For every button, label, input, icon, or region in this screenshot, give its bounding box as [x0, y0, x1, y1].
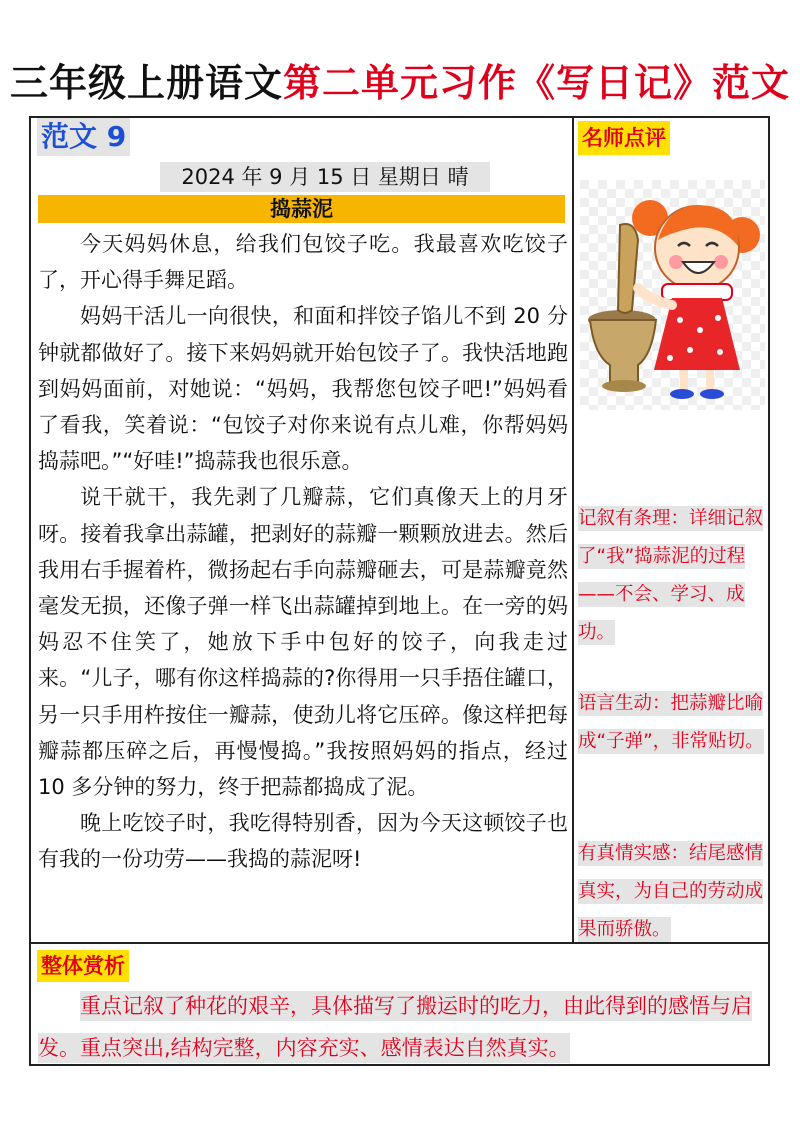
essay-paragraph: 晚上吃饺子时，我吃得特别香，因为今天这顿饺子也有我的一份功劳——我捣的蒜泥呀!: [38, 811, 568, 872]
overall-analysis: [38, 985, 763, 1069]
teacher-comment-label: 名师点评: [578, 121, 670, 155]
comment-text: 语言生动：把蒜瓣比喻成“子弹”，非常贴切。: [578, 693, 764, 752]
comment-item: [578, 500, 764, 652]
essay-paragraph: 说干就干，我先剥了几瓣蒜，它们真像天上的月牙呀。接着我拿出蒜罐，把剥好的蒜瓣一颗颗放进去。然后我用右手握着杵，微扬起右手向蒜瓣砸去，可是蒜瓣竟然毫发无损，还像子弹一样飞出蒜罐掉到地上。在一旁的妈妈忍不住笑了，她放下手中包好的饺子，向我走过来。“儿子，哪有你这样捣蒜的?你得用一只手捂住罐口，另一只手用杵按住一瓣蒜，使劲儿将它压碎。像这样把每瓣蒜都压碎之后，再慢慢捣。”我按照妈妈的指点，经过 10 多分钟的努力，终于把蒜都捣成了泥。: [38, 485, 568, 800]
example-number-label: 范文 9: [37, 118, 130, 156]
essay-paragraph: 妈妈干活儿一向很快，和面和拌饺子馅儿不到 20 分钟就都做好了。接下来妈妈就开始包饺子了。我快活地跑到妈妈面前，对她说：“妈妈，我帮您包饺子吧!”妈妈看了看我，笑着说：“包饺子对你来说有点儿难，你帮妈妈捣蒜吧。”“好哇!”捣蒜我也很乐意。: [38, 304, 568, 474]
comment-item: [578, 685, 764, 761]
essay-paragraph: 今天妈妈休息，给我们包饺子吃。我最喜欢吃饺子了，开心得手舞足蹈。: [38, 232, 568, 293]
comment-text: 记叙有条理：详细记叙了“我”捣蒜泥的过程——不会、学习、成功。: [578, 508, 764, 643]
girl-pounding-garlic-illustration: [580, 180, 765, 410]
comment-text: 有真情实感：结尾感情真实，为自己的劳动成果而骄傲。: [578, 843, 764, 940]
page-title: [0, 52, 800, 107]
essay-title: 捣蒜泥: [38, 195, 565, 223]
overall-analysis-text: 重点记叙了种花的艰辛，具体描写了搬运时的吃力，由此得到的感悟与启发。重点突出,结构完整，内容充实、感情表达自然真实。: [38, 991, 752, 1063]
overall-analysis-label: 整体赏析: [37, 950, 129, 982]
title-part-2: 第二单元习作《写日记》范文: [283, 61, 791, 105]
title-part-1: 三年级上册语文: [9, 61, 283, 105]
essay-body: [38, 226, 568, 878]
diary-date-line: 2024 年 9 月 15 日 星期日 晴: [160, 162, 490, 192]
comment-item: [578, 835, 764, 949]
column-divider: [572, 116, 574, 944]
